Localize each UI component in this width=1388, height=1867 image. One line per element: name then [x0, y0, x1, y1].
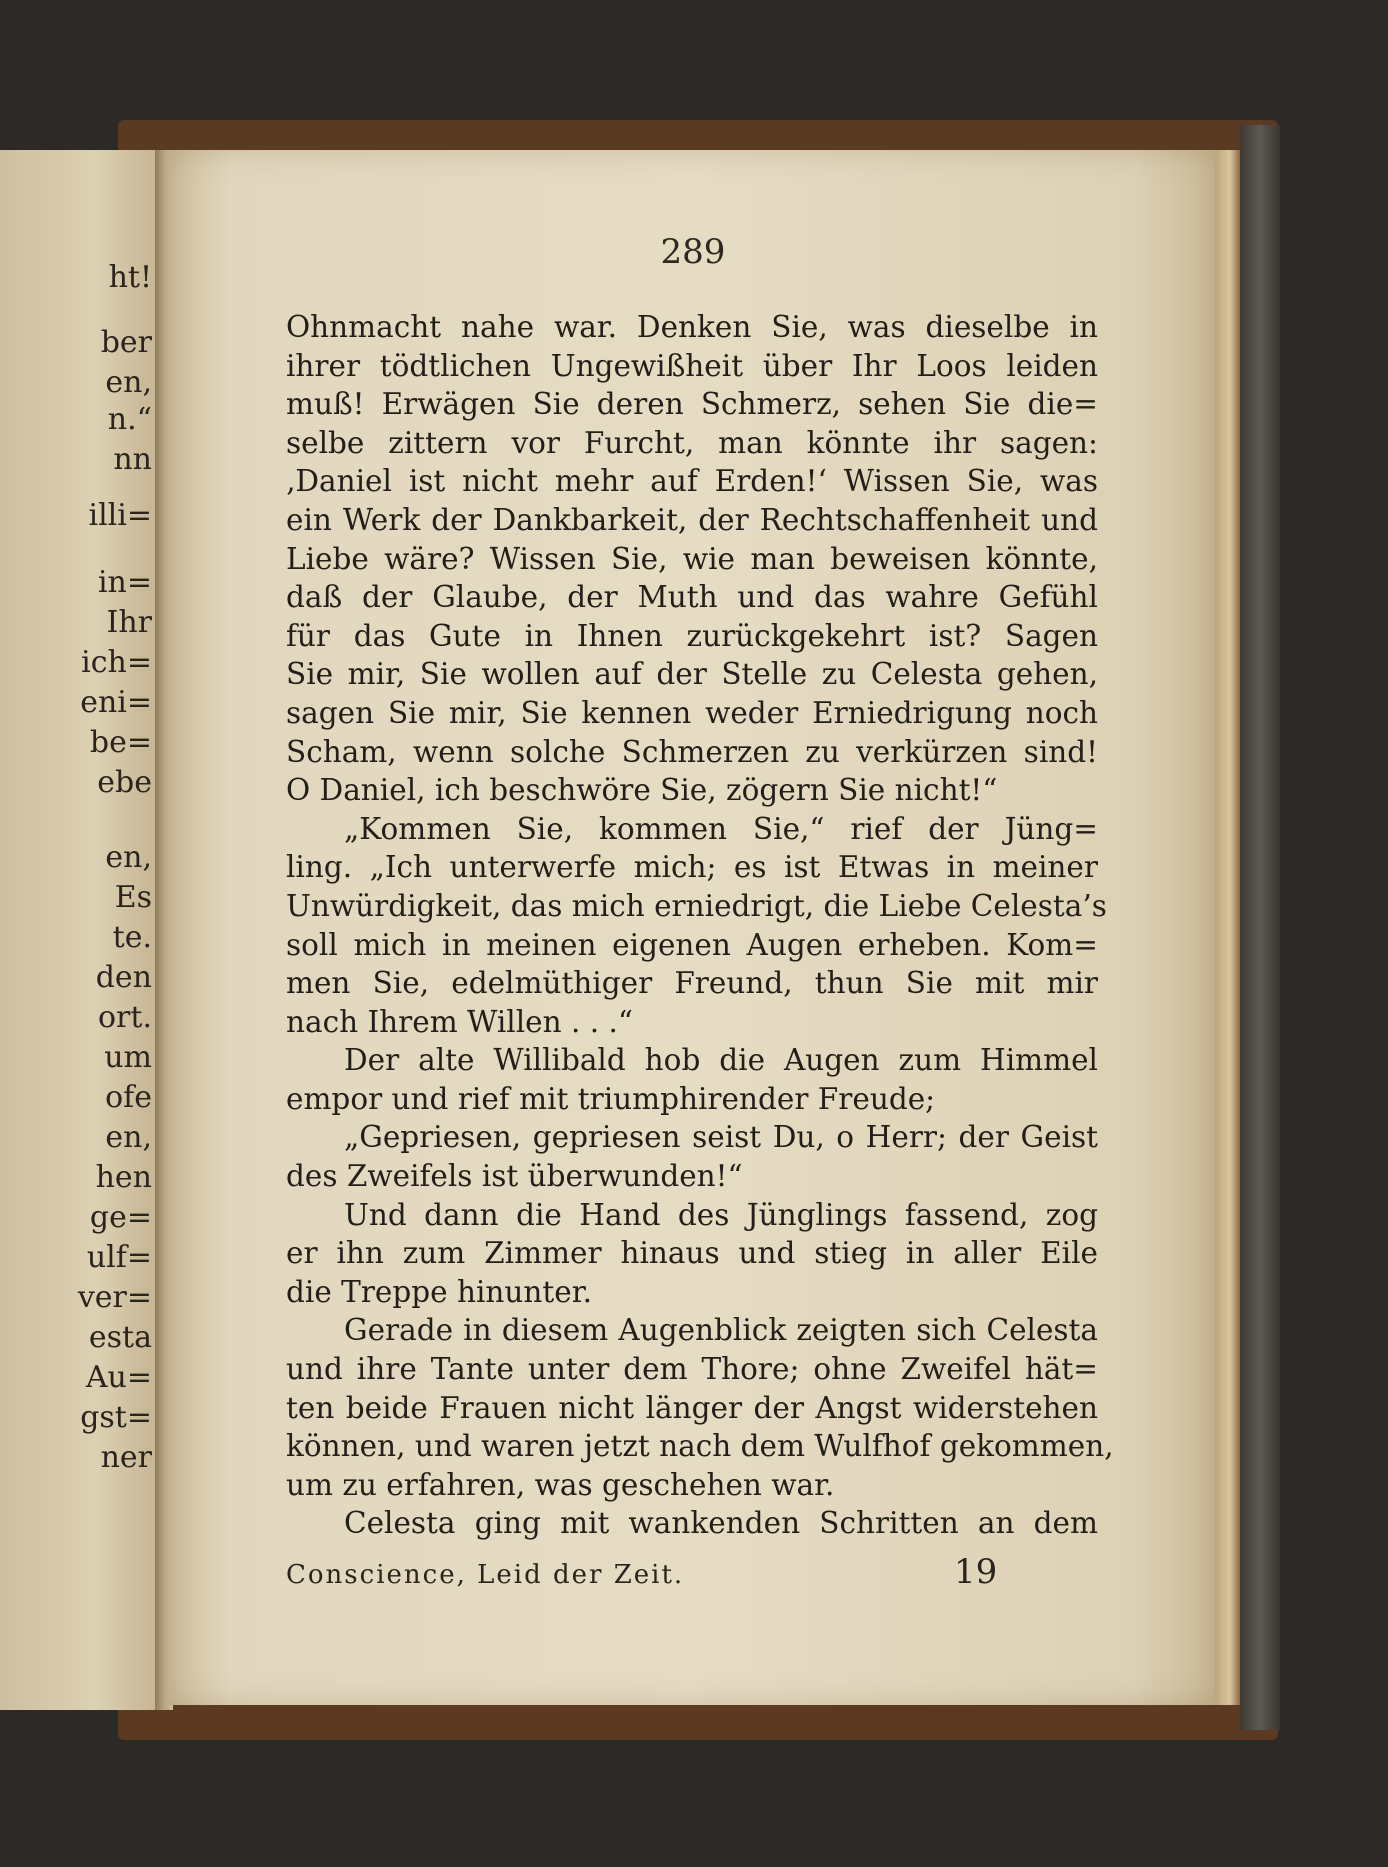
text-line: für das Gute in Ihnen zurückgekehrt ist? Sagen	[286, 618, 1098, 653]
left-page-fragment: ebe	[97, 765, 152, 800]
text-line: Gerade in diesem Augenblick zeigten sich Celesta	[344, 1313, 1098, 1348]
left-page	[0, 150, 160, 1710]
text-line: nach Ihrem Willen . . .“	[286, 1004, 633, 1039]
left-page-fragment: en,	[105, 365, 152, 400]
text-line: „Gepriesen, gepriesen seist Du, o Herr; der Geist	[344, 1120, 1098, 1155]
text-line: O Daniel, ich beschwöre Sie, zögern Sie nicht!“	[286, 773, 998, 808]
left-page-fragment: Au=	[85, 1360, 152, 1395]
text-line: ihrer tödtlichen Ungewißheit über Ihr Loos leiden	[286, 348, 1098, 383]
page-edges	[1215, 150, 1240, 1705]
text-line: und ihre Tante unter dem Thore; ohne Zweifel hät=	[286, 1352, 1098, 1387]
left-page-fragment: in=	[97, 565, 152, 600]
text-line: empor und rief mit triumphirender Freude;	[286, 1081, 936, 1116]
left-page-fragment: hen	[95, 1160, 152, 1195]
left-page-fragment: Es	[114, 880, 152, 915]
text-line: um zu erfahren, was geschehen war.	[286, 1467, 835, 1502]
text-line: Ohnmacht nahe war. Denken Sie, was dieselbe in	[286, 310, 1098, 344]
text-line: ‚Daniel ist nicht mehr auf Erden!‘ Wissen Sie, was	[286, 464, 1098, 499]
text-line: soll mich in meinen eigenen Augen erheben. Kom=	[286, 927, 1098, 962]
text-line: Unwürdigkeit, das mich erniedrigt, die Liebe Celesta’s	[286, 888, 1107, 923]
footer-title: Conscience, Leid der Zeit.	[286, 1560, 685, 1590]
text-line: Sie mir, Sie wollen auf der Stelle zu Celesta gehen,	[286, 657, 1098, 692]
left-page-fragment: ulf=	[86, 1240, 152, 1275]
text-line: er ihn zum Zimmer hinaus und stieg in aller Eile	[286, 1236, 1098, 1271]
left-page-fragment: ver=	[77, 1280, 152, 1315]
text-line: Und dann die Hand des Jünglings fassend, zog	[344, 1197, 1098, 1232]
text-line: ein Werk der Dankbarkeit, der Rechtschaffenheit und	[286, 502, 1098, 537]
left-page-fragment: en,	[105, 840, 152, 875]
left-page-fragment: Ihr	[106, 605, 152, 640]
right-page	[168, 150, 1218, 1705]
text-line: die Treppe hinunter.	[286, 1274, 592, 1309]
text-line: Celesta ging mit wankenden Schritten an dem	[344, 1506, 1098, 1541]
left-page-fragment: en,	[105, 1120, 152, 1155]
text-line: können, und waren jetzt nach dem Wulfhof gekommen,	[286, 1429, 1114, 1464]
text-line: selbe zittern vor Furcht, man könnte ihr sagen:	[286, 425, 1098, 460]
left-page-fragment: ht!	[108, 260, 152, 295]
left-page-fragment: illi=	[88, 498, 152, 533]
left-page-fragment: n.“	[107, 402, 152, 437]
text-line: muß! Erwägen Sie deren Schmerz, sehen Sie die=	[286, 387, 1098, 422]
left-page-fragment: esta	[88, 1320, 152, 1355]
left-page-fragment: be=	[89, 725, 152, 760]
signature-mark: 19	[954, 1552, 998, 1592]
left-page-fragment: ber	[100, 325, 152, 360]
text-line: daß der Glaube, der Muth und das wahre Gefühl	[286, 580, 1098, 615]
left-page-fragment: ich=	[81, 645, 152, 680]
text-line: sagen Sie mir, Sie kennen weder Erniedrigung noch	[286, 695, 1098, 730]
page-text	[286, 308, 1114, 1543]
left-page-fragment: eni=	[80, 685, 152, 720]
text-line: des Zweifels ist überwunden!“	[286, 1159, 743, 1194]
left-page-fragment: um	[104, 1040, 152, 1075]
book-board-edge	[1240, 125, 1280, 1730]
left-page-fragment: te.	[112, 920, 152, 955]
text-line: men Sie, edelmüthiger Freund, thun Sie mit mir	[286, 966, 1098, 1001]
text-line: „Kommen Sie, kommen Sie,“ rief der Jüng=	[344, 811, 1098, 846]
text-line: ling. „Ich unterwerfe mich; es ist Etwas in meiner	[286, 850, 1098, 885]
left-page-fragment: ort.	[98, 1000, 152, 1035]
text-line: Scham, wenn solche Schmerzen zu verkürzen sind!	[286, 734, 1098, 769]
left-page-fragment: ge=	[89, 1200, 152, 1235]
text-line: Liebe wäre? Wissen Sie, wie man beweisen könnte,	[286, 541, 1098, 576]
left-page-fragment: den	[95, 960, 152, 995]
left-page-fragment: ofe	[105, 1080, 152, 1115]
left-page-fragment: gst=	[80, 1400, 152, 1435]
page-number: 289	[660, 232, 726, 272]
text-line: ten beide Frauen nicht länger der Angst widerstehen	[286, 1390, 1098, 1425]
text-line: Der alte Willibald hob die Augen zum Himmel	[344, 1043, 1098, 1078]
left-page-fragment: ner	[100, 1440, 152, 1475]
left-page-fragment: nn	[113, 442, 152, 477]
